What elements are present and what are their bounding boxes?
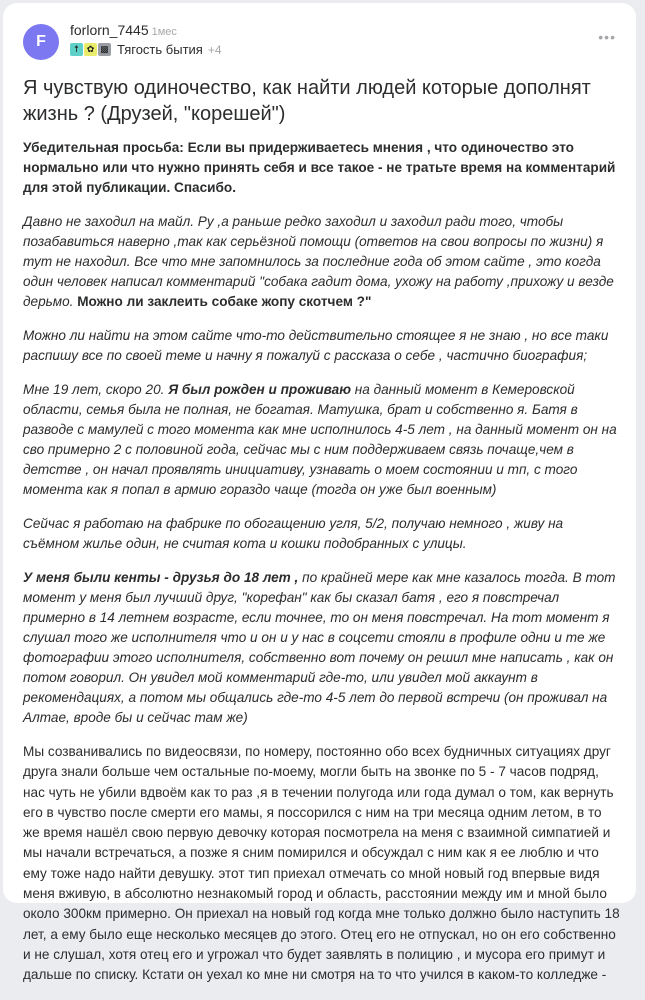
author-name[interactable]: forlorn_7445	[70, 22, 149, 38]
tag-link[interactable]: Тягость бытия	[117, 42, 203, 57]
paragraph	[23, 568, 621, 728]
post-header	[23, 21, 623, 61]
post-time: 1мес	[151, 26, 177, 38]
paragraph: Можно ли найти на этом сайте что-то действительно стоящее я не знаю , но все таки распишу все по своей теме и начну я пожалуй с рассказа о себе , частично биография;	[23, 328, 609, 363]
post-title: Я чувствую одиночество, как найти людей которые дополнят жизнь ? (Друзей, "корешей")	[23, 77, 591, 125]
paragraph-bold: Я был рожден и проживаю	[168, 382, 351, 397]
avatar[interactable]: F	[23, 24, 59, 60]
paragraph-bold: Можно ли заклеить собаке жопу скотчем ?"	[77, 294, 372, 309]
paragraph	[23, 212, 621, 312]
tags-line	[70, 42, 222, 57]
paragraph-text: Мне 19 лет, скоро 20.	[23, 382, 169, 397]
paragraph-text: по крайней мере как мне казалось тогда. В тот момент у меня был лучший друг, "корефан" как бы сказал батя , его я повстречал примерно в 14 летнем возрасте, если точнее, то он меня повстречал. На тот момент я слушал того же исполнителя что и он и у нас в соцсети стояли в профиле одни и те же фотографии этого исполнителя, собственно вот почему он решил мне написать , как он потом говорил. Он увидел мой комментарий где-то, или увидел мой аккаунт в рекомендациях, а потом мы общались где-то 4-5 лет до первой встречи (он проживал на Алтае, вроде бы и сейчас там же)	[23, 570, 616, 725]
dark-square-icon[interactable]: ▩	[98, 43, 111, 56]
more-options-button[interactable]: •••	[598, 29, 616, 45]
plant-icon[interactable]: ✿	[84, 43, 97, 56]
person-icon[interactable]: ☨	[70, 43, 83, 56]
more-tags-link[interactable]: +4	[207, 42, 222, 57]
post-content	[23, 138, 621, 1000]
paragraph-bold: У меня были кенты - друзья до 18 лет ,	[23, 570, 299, 585]
paragraph-text: на данный момент в Кемеровской области, семья была не полная, не богатая. Матушка, брат и собственно я. Батя в разводе с мамулей с того момента как мне исполнилось 4-5 лет , на данный момент он на сво примерно 2 с половиной года, сейчас мы с ним поддерживаем связь почаще,чем в детстве , он начал проявлять инициативу, узнавать о моем состоянии и тп, с того момента как я попал в армию гораздо чаще (тогда он уже был военным)	[23, 382, 617, 497]
paragraph-text: Давно не заходил на майл. Ру ,а раньше редко заходил и заходил ради того, чтобы позабавиться наверно ,так как серьёзной помощи (ответов на свои вопросы по жизни) я тут не находил. Все что мне запомнилось за последние года об этом сайте , это когда один человек написал комментарий "собака гадит дома, ухожу на работу ,прихожу и везде дерьмо.	[23, 214, 614, 309]
tag-icons	[70, 43, 111, 56]
intro-paragraph: Убедительная просьба: Если вы придерживаетесь мнения , что одиночество это нормально или что нужно принять себя и все такое - не тратьте время на комментарий для этой публикации. Спасибо.	[23, 140, 616, 195]
paragraph: Сейчас я работаю на фабрике по обогащению угля, 5/2, получаю немного , живу на съёмном жилье один, не считая кота и кошки подобранных с улицы.	[23, 516, 564, 551]
author-line	[70, 22, 177, 38]
post-card	[3, 3, 636, 983]
paragraph: Мы созванивались по видеосвязи, по номеру, постоянно обо всех будничных ситуациях друг друга знали больше чем остальные по-моему, могли быть на звонке по 5 - 7 часов подряд, нас чуть не убили вдвоём как то раз ,я в течении полугода или года думал о том, как вернуть его в чувство после смерти его мамы, я поссорился с ним на три месяца одним летом, в то же время нашёл свою первую девочку которая посмотрела на меня с взаимной симпатией и мы начали встречаться, а позже я сним помирился и обсуждал с ним как я ее люблю и что ему тоже надо найти девушку. этот тип приехал отмечать со мной новый год впервые видя меня вживую, в абсолютно незнакомый город и область, расстоянии между им и мной было около 300км примерно. Он приехал на новый год когда мне только должно было наступить 18 лет, а ему было еще несколько месяцев до этого. Отец его не отпускал, но он его собственно и не слушал, хотя отец его и угрожал что будет заявлять в полицию , и мусора его примут и дальше по списку. Кстати он уехал ко мне ни смотря на то что учился в каком-то колледже -	[23, 744, 620, 983]
paragraph	[23, 380, 621, 500]
